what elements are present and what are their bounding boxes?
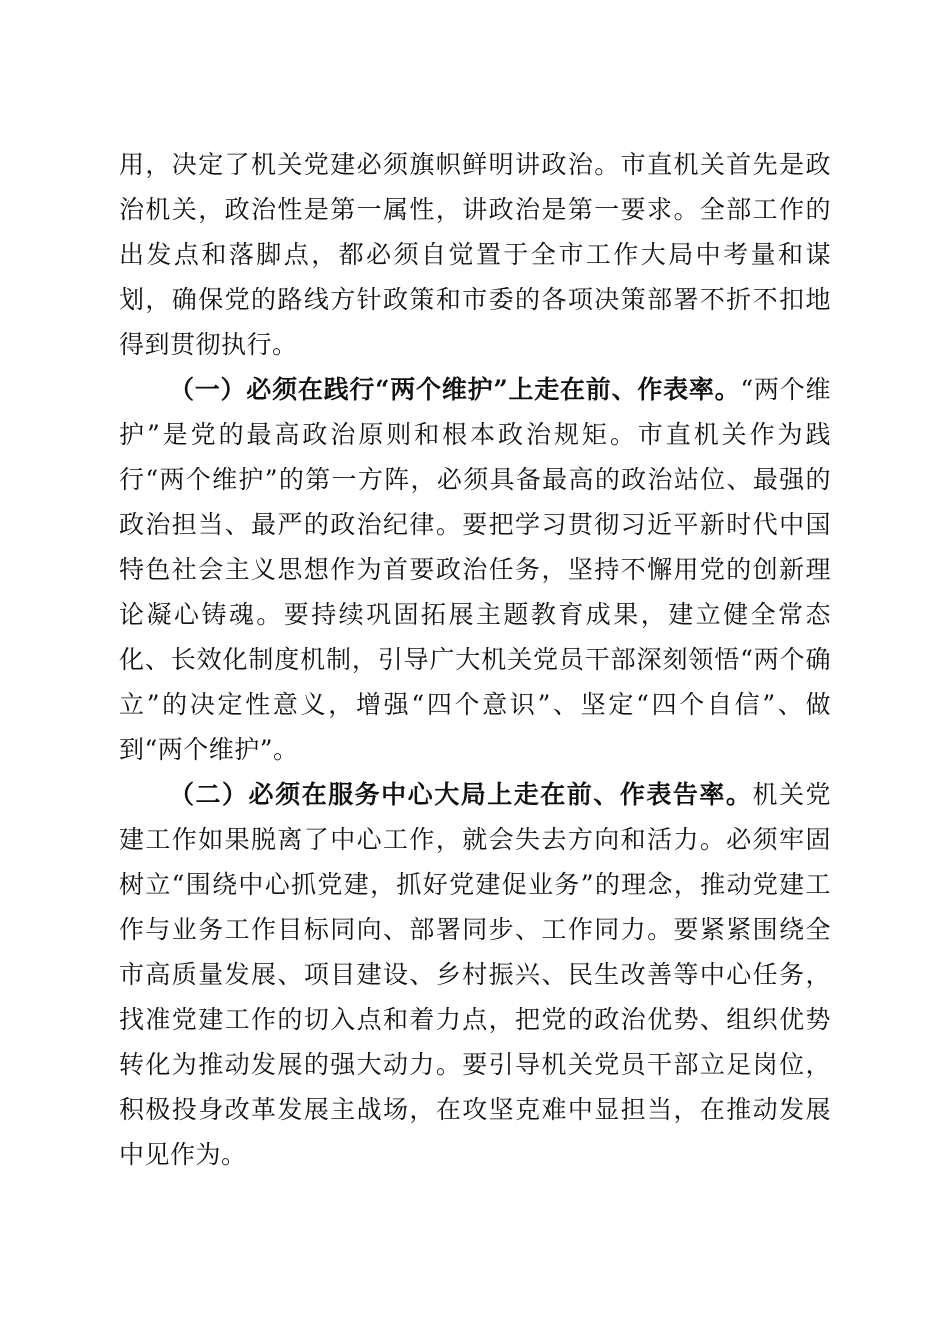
paragraph-text: 用，决定了机关党建必须旗帜鲜明讲政治。市直机关首先是政治机关，政治性是第一属性，讲政治是第一要求。全部工作的出发点和落脚点，都必须自觉置于全市工作大局中考量和谋划，确保党的路线方针政策和市委的各项决策部署不折不扣地得到贯彻执行。: [119, 150, 831, 359]
paragraph-text: 机关党建工作如果脱离了中心工作，就会失去方向和活力。必须牢固树立“围绕中心抓党建，抓好党建促业务”的理念，推动党建工作与业务工作目标同向、部署同步、工作同力。要紧紧围绕全市高质量发展、项目建设、乡村振兴、民生改善等中心任务，找准党建工作的切入点和着力点，把党的政治优势、组织优势转化为推动发展的强大动力。要引导机关党员干部立足岗位，积极投身改革发展主战场，在攻坚克难中显担当，在推动发展中见作为。: [119, 780, 831, 1169]
section-heading: （二）必须在服务中心大局上走在前、作表告率。: [169, 780, 753, 809]
paragraph-continuation: [119, 142, 831, 367]
paragraph-text: “两个维护”是党的最高政治原则和根本政治规矩。市直机关作为践行“两个维护”的第一方阵，必须具备最高的政治站位、最强的政治担当、最严的政治纪律。要把学习贯彻习近平新时代中国特色社会主义思想作为首要政治任务，坚持不懈用党的创新理论凝心铸魂。要持续巩固拓展主题教育成果，建立健全常态化、长效化制度机制，引导广大机关党员干部深刻领悟“两个确立”的决定性意义，增强“四个意识”、坚定“四个自信”、做到“两个维护”。: [119, 375, 832, 764]
paragraph-section-two: [119, 772, 831, 1177]
document-page: [119, 142, 831, 1177]
section-heading: （一）必须在践行“两个维护”上走在前、作表率。: [169, 375, 741, 404]
paragraph-section-one: [119, 367, 831, 772]
